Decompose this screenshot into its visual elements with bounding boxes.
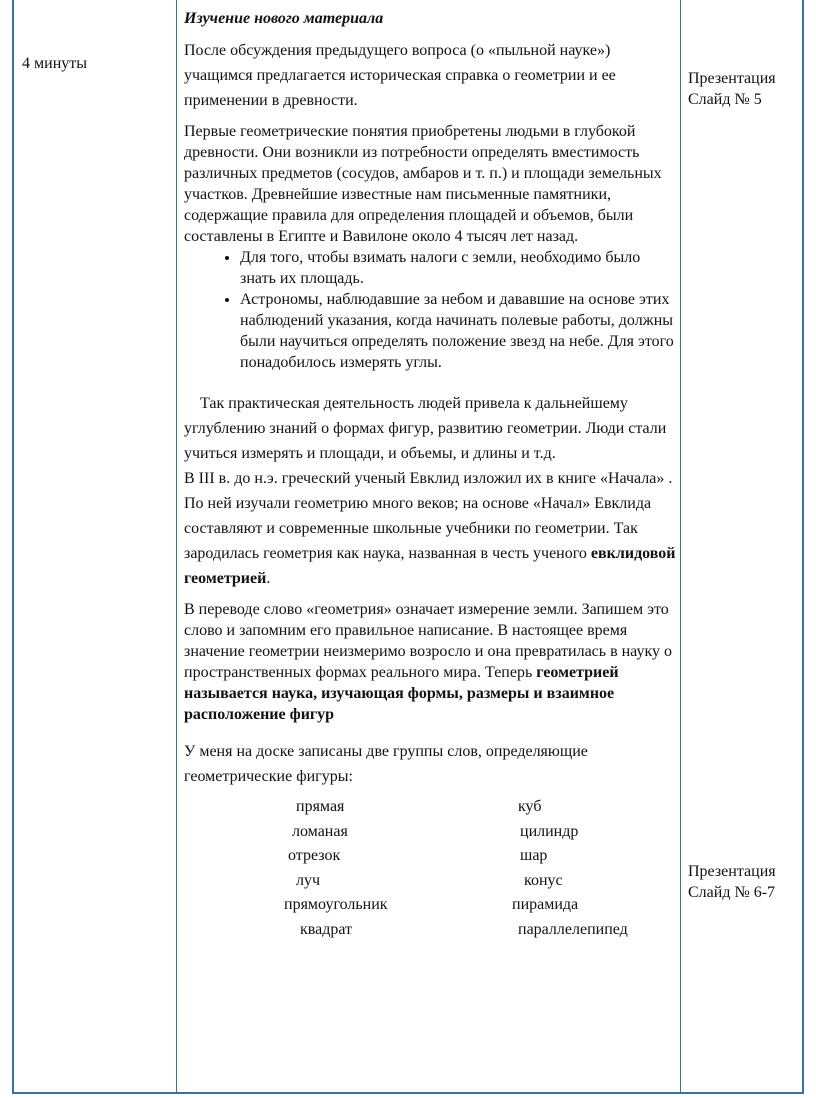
word-item: отрезок bbox=[288, 847, 341, 864]
reasons-list bbox=[184, 247, 676, 373]
word-item: прямая bbox=[296, 798, 345, 815]
euclid-bold: евклидовой геометрией bbox=[184, 545, 676, 587]
resource-label: Презентация bbox=[688, 863, 776, 880]
word-item: шар bbox=[520, 847, 548, 864]
resource-label: Презентация bbox=[688, 70, 776, 87]
word-item: пирамида bbox=[512, 896, 579, 913]
word-item: прямоугольник bbox=[284, 896, 388, 913]
list-item: • Астрономы, наблюдавшие за небом и дававшие на основе этих наблюдений указания, когда начинать полевые работы, должны были научиться определять положение звезд на небе. Для этого понадобилось измерять углы. bbox=[240, 289, 676, 373]
resource-cell-2 bbox=[688, 861, 776, 903]
word-item: конус bbox=[524, 871, 563, 889]
time-cell: 4 минуты bbox=[22, 55, 87, 72]
practice-paragraph: Так практическая деятельность людей привела к дальнейшему углублению знаний о формах фигур, развитию геометрии. Люди стали учиться измерять и площади, и объемы, и длины и т.д. bbox=[184, 395, 667, 462]
euclid-end: . bbox=[266, 570, 271, 587]
resource-slide: Слайд № 5 bbox=[688, 91, 762, 108]
section-heading: Изучение нового материала bbox=[184, 10, 384, 27]
word-item: цилиндр bbox=[520, 822, 579, 840]
intro-paragraph: После обсуждения предыдущего вопроса (о «пыльной науке») учащимся предлагается историческая справка о геометрии и ее применении в древности. bbox=[184, 42, 616, 109]
word-item: параллелепипед bbox=[518, 920, 628, 938]
column-divider-2 bbox=[680, 0, 681, 1094]
word-item: луч bbox=[296, 871, 321, 889]
word-item: куб bbox=[518, 798, 542, 815]
board-paragraph: У меня на доске записаны две группы слов, определяющие геометрические фигуры: bbox=[184, 743, 588, 785]
word-item: квадрат bbox=[300, 920, 353, 938]
definition-bold: геометрией называется наука, изучающая формы, размеры и взаимное расположение фигур bbox=[184, 664, 619, 723]
main-content-cell bbox=[184, 8, 676, 942]
column-divider-1 bbox=[176, 0, 177, 1094]
euclid-text: В III в. до н.э. греческий ученый Евклид изложил их в книге «Начала» . По ней изучали геометрию много веков; на основе «Начал» Евклида составляют и современные школьные учебники по геометрии. Так зародилась геометрия как наука, названная в честь ученого bbox=[184, 470, 673, 562]
definition-text: В переводе слово «геометрия» означает измерение земли. Запишем это слово и запомним его правильное написание. В настоящее время значение геометрии неизмеримо возросло и она превратилась в науку о пространственных формах реального мира. Теперь bbox=[184, 601, 673, 681]
word-groups bbox=[184, 795, 676, 942]
definition-paragraph bbox=[184, 599, 676, 725]
euclid-paragraph bbox=[184, 466, 676, 591]
word-item: ломаная bbox=[292, 822, 348, 840]
left-word-group bbox=[184, 795, 430, 942]
resource-slide: Слайд № 6-7 bbox=[688, 884, 776, 901]
resource-cell-1 bbox=[688, 68, 776, 110]
right-word-group bbox=[430, 795, 676, 942]
history-paragraph: Первые геометрические понятия приобретены людьми в глубокой древности. Они возникли из потребности определять вместимость различных предметов (сосудов, амбаров и т. п.) и площади земельных участков. Древнейшие известные нам письменные памятники, содержащие правила для определения площадей и объемов, были составлены в Египте и Вавилоне около 4 тысяч лет назад. bbox=[184, 123, 662, 245]
list-item: • Для того, чтобы взимать налоги с земли, необходимо было знать их площадь. bbox=[240, 247, 676, 289]
